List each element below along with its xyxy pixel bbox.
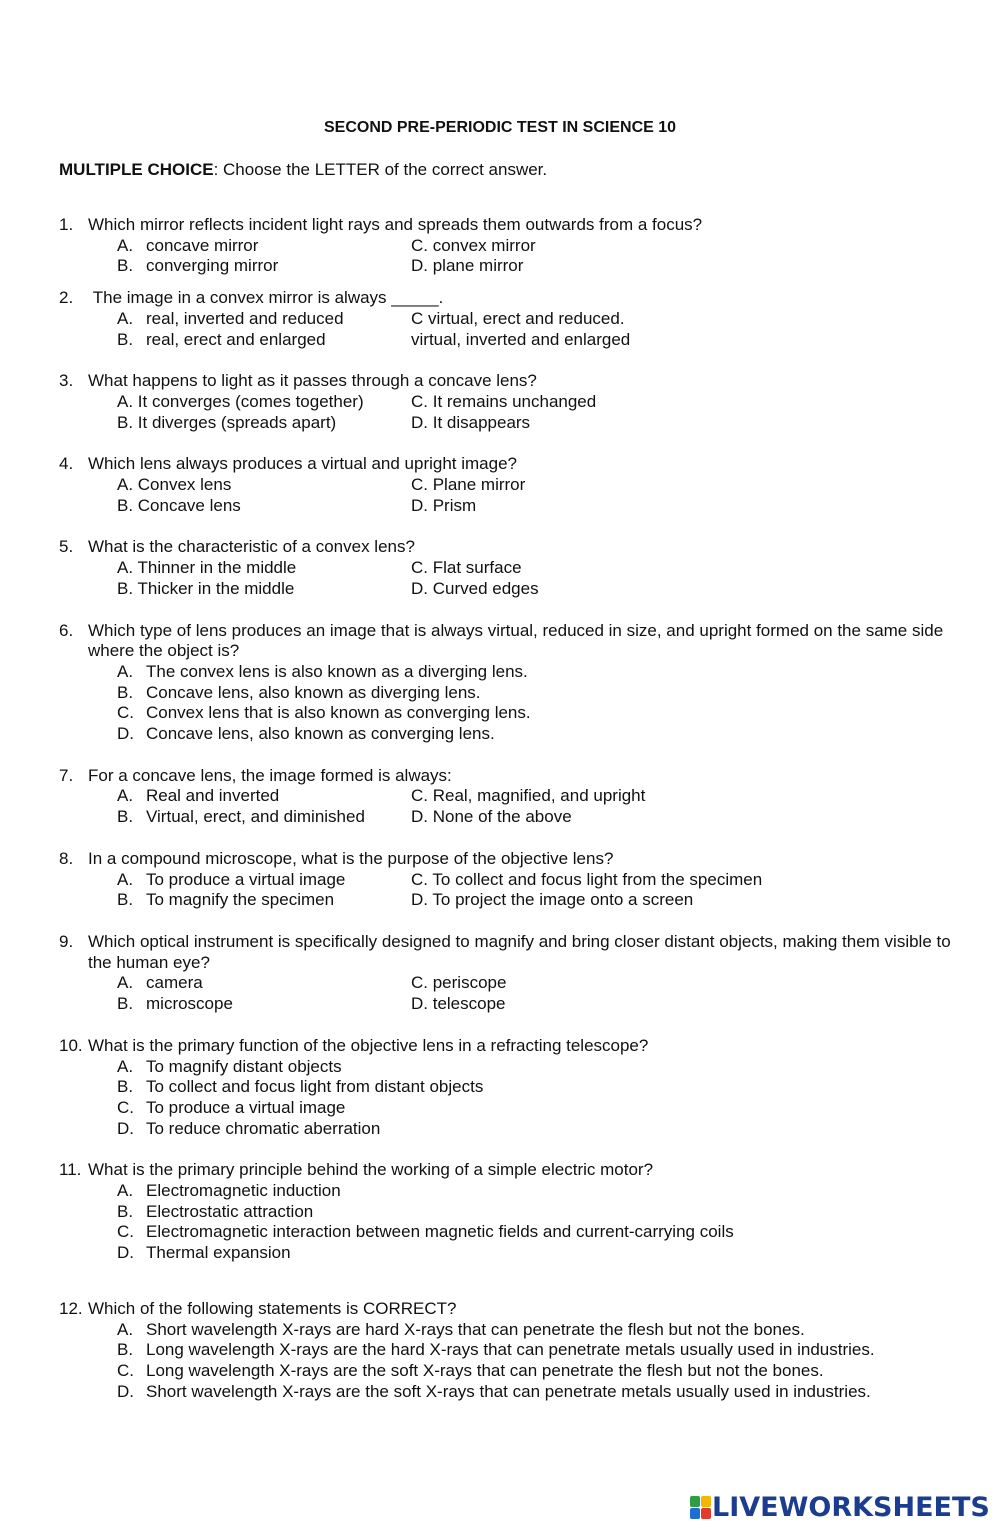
question-text (59, 215, 959, 236)
option-letter: B. (117, 994, 134, 1014)
option-text: To magnify distant objects (146, 1056, 342, 1076)
question-list (59, 215, 959, 1402)
question-3 (59, 371, 959, 433)
answer-options (117, 973, 959, 1014)
option-letter: A. (117, 1056, 134, 1076)
instructions-text: : Choose the LETTER of the correct answer. (213, 160, 548, 179)
answer-option (117, 994, 411, 1015)
logo-square (690, 1508, 700, 1519)
option-text: converging mirror (146, 256, 279, 276)
option-letter: C. (117, 703, 134, 723)
option-text: To produce a virtual image (146, 869, 346, 889)
option-letter: D. (117, 724, 134, 744)
answer-options (117, 1057, 959, 1140)
question-stem: What happens to light as it passes through a concave lens? (88, 371, 537, 391)
option-letter: B. (117, 807, 134, 827)
answer-option (117, 1320, 959, 1341)
question-number: 7. (59, 765, 74, 785)
question-2 (59, 288, 959, 350)
answer-options (117, 1320, 959, 1403)
option-text: C. Real, magnified, and upright (411, 786, 646, 806)
question-10 (59, 1036, 959, 1140)
question-text (59, 1160, 959, 1181)
answer-option (117, 1382, 959, 1403)
answer-options (117, 662, 959, 745)
option-text: Virtual, erect, and diminished (146, 807, 365, 827)
question-1 (59, 215, 959, 277)
option-letter: A. (117, 1181, 134, 1201)
option-text: Short wavelength X-rays are hard X-rays that can penetrate the flesh but not the bones. (146, 1319, 805, 1339)
answer-options (117, 786, 959, 827)
answer-option (117, 256, 411, 277)
question-text (59, 621, 959, 662)
question-11 (59, 1160, 959, 1264)
option-letter: A. (117, 1319, 134, 1339)
option-letter: A. (117, 308, 134, 328)
question-4 (59, 454, 959, 516)
option-text: D. telescope (411, 994, 506, 1014)
option-letter: A. (117, 869, 134, 889)
option-text: C virtual, erect and reduced. (411, 308, 625, 328)
question-8 (59, 849, 959, 911)
answer-option (117, 973, 411, 994)
option-text: virtual, inverted and enlarged (411, 329, 631, 349)
question-number: 10. (59, 1035, 83, 1055)
answer-options (117, 558, 959, 599)
answer-option (117, 496, 411, 517)
option-text: Long wavelength X-rays are the soft X-rays that can penetrate the flesh but not the bones. (146, 1360, 824, 1380)
option-letter: D. (117, 1118, 134, 1138)
question-stem: Which mirror reflects incident light rays and spreads them outwards from a focus? (88, 215, 703, 234)
answer-option (117, 890, 411, 911)
answer-option (117, 724, 959, 745)
question-stem: Which lens always produces a virtual and upright image? (88, 454, 518, 474)
option-letter: B. (117, 890, 134, 910)
option-text: Convex lens that is also known as converging lens. (146, 703, 531, 723)
question-number: 8. (59, 848, 74, 868)
option-text: B. Concave lens (117, 495, 241, 515)
answer-options (117, 1181, 959, 1264)
answer-option (117, 786, 411, 807)
question-stem: What is the characteristic of a convex lens? (88, 537, 415, 557)
option-letter: A. (117, 786, 134, 806)
option-text: A. Thinner in the middle (117, 558, 297, 578)
option-text: A. Convex lens (117, 475, 232, 495)
answer-option (117, 683, 959, 704)
option-text: Concave lens, also known as diverging lens. (146, 682, 481, 702)
answer-option (117, 1340, 959, 1361)
answer-option (117, 870, 411, 891)
question-stem: Which optical instrument is specifically designed to magnify and bring closer distant objects, making them visible to the human eye? (88, 931, 956, 972)
answer-option (117, 1222, 959, 1243)
option-text: D. It disappears (411, 412, 531, 432)
liveworksheets-logo-icon (690, 1496, 710, 1518)
option-text: D. Curved edges (411, 578, 539, 598)
liveworksheets-logo (690, 1490, 990, 1524)
option-text: camera (146, 973, 203, 993)
option-letter: B. (117, 256, 134, 276)
option-letter: D. (117, 1243, 134, 1263)
option-text: microscope (146, 994, 233, 1014)
answer-option (411, 786, 959, 807)
answer-option (411, 330, 959, 351)
question-9 (59, 932, 959, 1015)
question-12 (59, 1299, 959, 1403)
answer-option (117, 1057, 959, 1078)
answer-option (411, 890, 959, 911)
option-text: To reduce chromatic aberration (146, 1118, 381, 1138)
option-text: To magnify the specimen (146, 890, 335, 910)
question-number: 6. (59, 620, 74, 640)
question-text (59, 932, 959, 973)
answer-option (117, 1077, 959, 1098)
question-number: 12. (59, 1298, 83, 1318)
question-stem: For a concave lens, the image formed is always: (88, 765, 452, 785)
question-text (59, 288, 959, 309)
answer-option (117, 558, 411, 579)
option-text: C. It remains unchanged (411, 391, 597, 411)
option-text: D. To project the image onto a screen (411, 890, 694, 910)
answer-options (117, 236, 959, 277)
answer-option (117, 662, 959, 683)
instructions (59, 160, 547, 180)
question-number: 5. (59, 537, 74, 557)
option-text: real, inverted and reduced (146, 308, 344, 328)
option-text: Long wavelength X-rays are the hard X-rays that can penetrate metals usually used in industries. (146, 1340, 875, 1360)
answer-option (411, 973, 959, 994)
question-number: 2. (59, 288, 74, 308)
option-letter: B. (117, 682, 134, 702)
answer-option (117, 1098, 959, 1119)
answer-option (117, 236, 411, 257)
question-text (59, 1036, 959, 1057)
question-number: 4. (59, 454, 74, 474)
question-7 (59, 766, 959, 828)
option-text: Electrostatic attraction (146, 1201, 314, 1221)
option-text: D. plane mirror (411, 256, 524, 276)
question-6 (59, 621, 959, 745)
option-text: real, erect and enlarged (146, 329, 326, 349)
option-text: D. Prism (411, 495, 477, 515)
option-letter: C. (117, 1360, 134, 1380)
option-letter: A. (117, 661, 134, 681)
answer-option (117, 703, 959, 724)
question-text (59, 766, 959, 787)
question-text (59, 371, 959, 392)
question-stem: What is the primary function of the objective lens in a refracting telescope? (88, 1035, 649, 1055)
option-text: C. Flat surface (411, 558, 522, 578)
answer-option (411, 579, 959, 600)
option-text: Short wavelength X-rays are the soft X-rays that can penetrate metals usually used in industries. (146, 1381, 871, 1401)
option-text: B. Thicker in the middle (117, 578, 295, 598)
answer-option (411, 413, 959, 434)
option-text: C. periscope (411, 973, 507, 993)
answer-option (411, 870, 959, 891)
answer-option (411, 392, 959, 413)
logo-square (701, 1508, 711, 1519)
option-text: concave mirror (146, 235, 259, 255)
option-letter: B. (117, 1201, 134, 1221)
answer-option (117, 309, 411, 330)
option-letter: A. (117, 235, 134, 255)
question-5 (59, 537, 959, 599)
question-text (59, 454, 959, 475)
option-text: Real and inverted (146, 786, 280, 806)
option-text: To collect and focus light from distant objects (146, 1077, 484, 1097)
logo-text: LIVEWORKSHEETS (712, 1491, 990, 1523)
question-stem: Which type of lens produces an image that is always virtual, reduced in size, and upright formed on the same side where the object is? (88, 620, 948, 661)
answer-option (411, 309, 959, 330)
option-text: B. It diverges (spreads apart) (117, 412, 337, 432)
logo-square (690, 1496, 700, 1507)
option-letter: B. (117, 1077, 134, 1097)
answer-option (411, 475, 959, 496)
option-text: C. Plane mirror (411, 475, 526, 495)
answer-option (117, 413, 411, 434)
instructions-label: MULTIPLE CHOICE (59, 160, 214, 179)
option-text: D. None of the above (411, 807, 572, 827)
answer-option (411, 496, 959, 517)
answer-options (117, 870, 959, 911)
answer-option (117, 807, 411, 828)
answer-option (117, 330, 411, 351)
option-text: C. To collect and focus light from the specimen (411, 869, 763, 889)
option-text: C. convex mirror (411, 235, 536, 255)
question-stem: Which of the following statements is CORRECT? (88, 1298, 457, 1318)
option-letter: D. (117, 1381, 134, 1401)
option-letter: B. (117, 1340, 134, 1360)
answer-option (117, 475, 411, 496)
answer-option (117, 1243, 959, 1264)
answer-option (411, 558, 959, 579)
answer-option (411, 994, 959, 1015)
question-text (59, 849, 959, 870)
answer-option (117, 1361, 959, 1382)
option-letter: C. (117, 1222, 134, 1242)
page-title: SECOND PRE-PERIODIC TEST IN SCIENCE 10 (323, 119, 677, 136)
answer-options (117, 392, 959, 433)
option-letter: C. (117, 1097, 134, 1117)
answer-options (117, 475, 959, 516)
option-letter: A. (117, 973, 134, 993)
question-text (59, 1299, 959, 1320)
option-text: To produce a virtual image (146, 1097, 346, 1117)
question-stem: In a compound microscope, what is the purpose of the objective lens? (88, 848, 614, 868)
answer-option (117, 579, 411, 600)
question-text (59, 537, 959, 558)
answer-option (411, 807, 959, 828)
question-stem: The image in a convex mirror is always _____. (88, 288, 444, 308)
answer-option (117, 1202, 959, 1223)
question-number: 11. (59, 1160, 82, 1180)
answer-option (117, 1119, 959, 1140)
option-text: Thermal expansion (146, 1243, 291, 1263)
answer-options (117, 309, 959, 350)
answer-option (117, 392, 411, 413)
question-number: 1. (59, 215, 74, 234)
option-text: The convex lens is also known as a diverging lens. (146, 661, 528, 681)
option-text: Concave lens, also known as converging lens. (146, 724, 495, 744)
question-stem: What is the primary principle behind the working of a simple electric motor? (88, 1160, 654, 1180)
option-text: Electromagnetic interaction between magnetic fields and current-carrying coils (146, 1222, 734, 1242)
option-text: A. It converges (comes together) (117, 391, 364, 411)
answer-option (411, 256, 959, 277)
question-number: 9. (59, 931, 74, 951)
answer-option (117, 1181, 959, 1202)
option-letter: B. (117, 329, 134, 349)
logo-square (701, 1496, 711, 1507)
question-number: 3. (59, 371, 74, 391)
answer-option (411, 236, 959, 257)
option-text: Electromagnetic induction (146, 1181, 341, 1201)
